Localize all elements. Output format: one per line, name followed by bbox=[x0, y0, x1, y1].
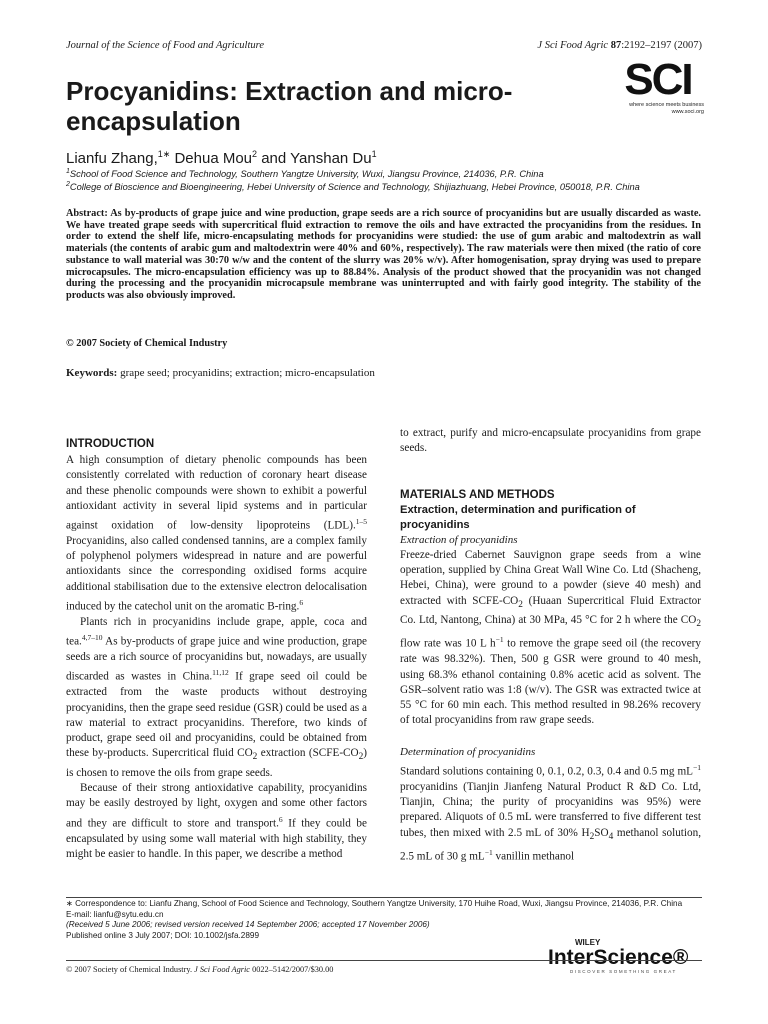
footer-journal: J Sci Food Agric bbox=[194, 965, 250, 974]
affiliation-1: $^1$School of Food Science and Technology, Southern Yangtze University, Wuxi, Jiangsu Province, 214036, P.R. China bbox=[66, 168, 544, 180]
wiley-logo-line2: InterScience® bbox=[548, 946, 689, 969]
running-header bbox=[66, 40, 702, 56]
footer-issn: 0022–5142/2007/$30.00 bbox=[252, 965, 334, 974]
footnote-divider bbox=[66, 897, 702, 898]
author-2: Dehua Mou bbox=[174, 150, 253, 167]
methods-paragraph-2: Standard solutions containing 0, 0.1, 0.2, 0.3, 0.4 and 0.5 mg mL$^{-1}$ procyanidins (Tianjin Jianfeng Natural Product R &D Co. Ltd, Tianjin, China; the purity of procyanidins was 95%) were prepared. Aliquots of 0.5 mL were transferred to five different test tubes, then mixed with 2.5 mL of 30% $H_2SO_4$ methanol solution, 2.5 mL of 30 g mL$^{-1}$ vanillin methanol bbox=[400, 762, 701, 863]
abstract-copyright: © 2007 Society of Chemical Industry bbox=[66, 338, 228, 349]
page-footer bbox=[66, 965, 333, 974]
citation: J Sci Food Agric 87:2192–2197 (2007) bbox=[537, 40, 702, 51]
published-note: Published online 3 July 2007; DOI: 10.1002/jsfa.2899 bbox=[66, 931, 259, 941]
right-column bbox=[400, 426, 701, 865]
left-column bbox=[66, 437, 367, 862]
sci-logo bbox=[612, 55, 704, 120]
wiley-logo-line1: WILEY bbox=[575, 938, 601, 947]
wiley-interscience-logo bbox=[548, 938, 706, 974]
author-1: Lianfu Zhang, bbox=[66, 150, 158, 167]
received-note: (Received 5 June 2006; revised version received 14 September 2006; accepted 17 November 2006) bbox=[66, 920, 430, 930]
methods-heading: MATERIALS AND METHODS bbox=[400, 488, 555, 501]
affiliation-2: $^2$College of Bioscience and Bioengineering, Hebei University of Science and Technology, Shijiazhuang, Hebei Province, 050018, P.R. China bbox=[66, 181, 640, 193]
extraction-subsection-title: Extraction of procyanidins bbox=[400, 533, 518, 546]
wiley-logo-line3: DISCOVER SOMETHING GREAT bbox=[570, 969, 677, 974]
sci-logo-url: www.soci.org bbox=[671, 109, 704, 115]
keywords bbox=[66, 367, 701, 379]
correspondence-note: ∗ Correspondence to: Lianfu Zhang, School of Food Science and Technology, Southern Yangtze University, 170 Huihe Road, Wuxi, Jiangsu Province, 214036, P.R. China bbox=[66, 899, 683, 908]
author-2-marker: 2 bbox=[252, 149, 258, 159]
introduction-heading: INTRODUCTION bbox=[66, 438, 155, 450]
keywords-text: grape seed; procyanidins; extraction; micro-encapsulation bbox=[120, 367, 375, 379]
author-list bbox=[66, 145, 666, 168]
author-and: and bbox=[261, 150, 287, 167]
article-title: Procyanidins: Extraction and micro-encapsulation bbox=[66, 76, 513, 136]
author-3: Yanshan Du bbox=[290, 150, 372, 167]
intro-paragraph-2: Plants rich in procyanidins include grape, apple, coca and tea.$^{4,7-10}$ As by-products of grape juice and wine production, grape seeds are a rich source of procyanidins but, nowadays, are usually discarded as wastes in China.$^{11,12}$ If grape seed oil could be extracted from the waste products without destroying procyanidins, then the grape seed residue (GSR) could be used as a raw material to extract procyanidins. Therefore, two kinds of product, grape seed oil and procyanidins, could be obtained from these by-products. Supercritical fluid $CO_2$ extraction $(SCFE-CO_2)$ is chosen to remove the oils from grape seeds. bbox=[66, 615, 367, 779]
sci-logo-mark: SCI bbox=[624, 55, 692, 104]
journal-name: Journal of the Science of Food and Agriculture bbox=[66, 40, 265, 51]
intro-continuation: to extract, purify and micro-encapsulate procyanidins from grape seeds. bbox=[400, 427, 701, 455]
footer-divider bbox=[66, 960, 702, 961]
email-note: E-mail: lianfu@sytu.edu.cn bbox=[66, 909, 164, 919]
methods-paragraph-1: Freeze-dried Cabernet Sauvignon grape seeds from a wine operation, supplied by China Great Wall Wine Co. Ltd (Shacheng, Hebei, China), were ground to a powder (sieve 40 mesh) and extracted with SCFE-$CO_2$ (Huaan Supercritical Fluid Extractor Co. Ltd, Nantong, China) at 30 MPa, 45 °C for 2 h where the $CO_2$ flow rate was 10 L h$^{-1}$ to remove the grape seed oil (the recovery rate was 98.32%). Then, 500 g GSR were ground to 40 mesh, using 68.3% ethanol containing 0.8% acetic acid as solvent. The GSR–solvent ratio was 1:8 (w/v). The GSR was extracted twice at 55 °C for 60 min each. This method resulted in 98.26% recovery of total procyanidins from raw grape seeds. bbox=[400, 548, 702, 727]
author-1-marker: 1∗ bbox=[157, 149, 171, 159]
footnotes bbox=[66, 899, 706, 942]
intro-paragraph-1: A high consumption of dietary phenolic compounds has been consistently correlated with reduction of coronary heart disease and these phenolic compounds were shown to exhibit a powerful antioxidant activity in several lipid systems and in particular against oxidation of low-density lipoproteins (LDL).$^{1-5}$ Procyanidins, also called condensed tannins, are a complex family of polyphenol polymers widespread in nature and are powerful antioxidants since the corresponding oxidised forms acquire additional stabilisation due to the extensive electron delocalisation induced by the catechol unit on the aromatic B-ring.$^6$ bbox=[66, 454, 367, 613]
sci-logo-tagline: where science meets business bbox=[629, 102, 704, 108]
methods-subheading: Extraction, determination and purification of procyanidins bbox=[400, 503, 636, 531]
author-3-marker: 1 bbox=[371, 149, 377, 159]
abstract: Abstract: As by-products of grape juice and wine production, grape seeds are a rich source of procyanidins but are usually discarded as waste. We have treated grape seeds with supercritical fluid extraction to remove the oils and have extracted the procyanidins from the residues. In order to extend the shelf life, micro-encapsulating methods for procyanidins were studied: the use of gum arabic and maltodextrin as wall materials (the contents of arabic gum and maltodextrin were 40% and 60%, respectively). The raw materials were then mixed (the ratio of core substance to wall material was 30:70 w/w and the content of the slurry was 20% w/v). After homogenisation, spray drying was used to prepare microcapsules. The micro-encapsulation efficiency was up to 88.84%. Analysis of the product showed that the procyanidin was not changed during the processing and the procyanidin microcapsule membrane was uninterrupted and with fairly good integrity. The stability of the products was also obviously improved. bbox=[66, 208, 701, 301]
determination-subsection-title: Determination of procyanidins bbox=[400, 745, 536, 758]
footer-copyright: © 2007 Society of Chemical Industry. bbox=[66, 965, 193, 974]
keywords-label: Keywords: bbox=[66, 367, 118, 379]
intro-paragraph-3: Because of their strong antioxidative capability, procyanidins may be easily destroyed by light, oxygen and some other factors and they are difficult to store and transport.$^6$ If they could be encapsulated by using some wall material with high stability, they might be easier to handle. In this paper, we describe a method bbox=[66, 782, 367, 860]
